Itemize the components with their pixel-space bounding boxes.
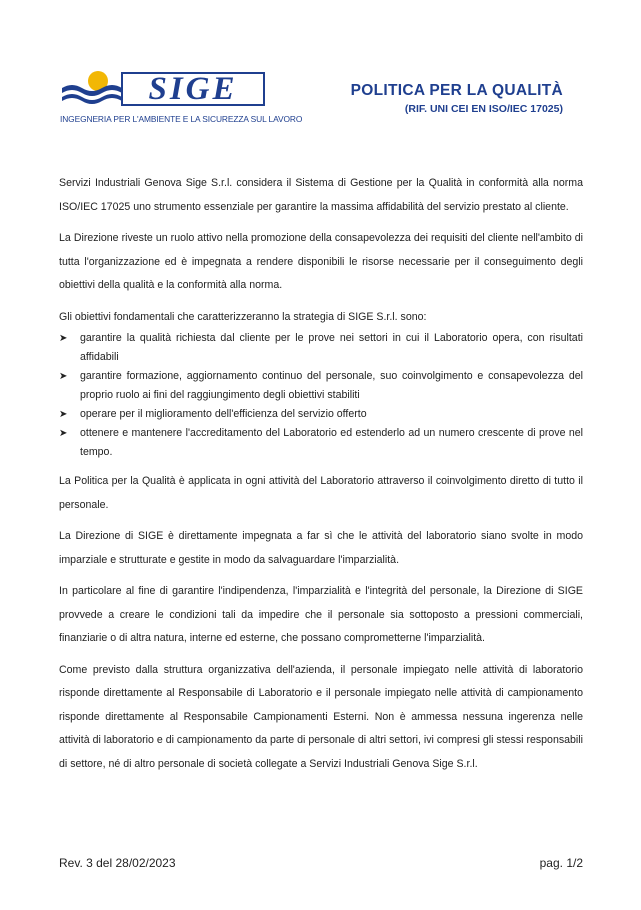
list-item: ➤ operare per il miglioramento dell'efficienza del servizio offerto [59, 405, 583, 424]
paragraph-intro: Servizi Industriali Genova Sige S.r.l. considera il Sistema di Gestione per la Qualità in conformità alla norma ISO/IEC 17025 uno strumento essenziale per garantire la massima affidabilità del servizio prestato al cliente. [59, 177, 583, 213]
paragraph-obiettivi: Gli obiettivi fondamentali che caratterizzeranno la strategia di SIGE S.r.l. sono: [59, 310, 427, 323]
footer-revision: Rev. 3 del 28/02/2023 [59, 856, 176, 870]
page-title: POLITICA PER LA QUALITÀ [350, 82, 563, 99]
paragraph-indipendenza: In particolare al fine di garantire l'indipendenza, l'imparzialità e l'integrità del personale, la Direzione di SIGE provvede a creare le condizioni tali da impedire che il personale sia sottoposto a pressioni commerciali, finanziarie o di altra natura, interne ed esterne, che possano comprometterne l'imparzialità. [59, 585, 583, 644]
list-item: ➤ garantire formazione, aggiornamento continuo del personale, suo coinvolgimento e consapevolezza del proprio ruolo ai fini del raggiungimento degli obiettivi stabiliti [59, 367, 583, 405]
document-header [351, 82, 563, 115]
page-subtitle: (RIF. UNI CEI EN ISO/IEC 17025) [404, 103, 563, 115]
paragraph-struttura: Come previsto dalla struttura organizzativa dell'azienda, il personale impiegato nelle attività di laboratorio risponde direttamente al Responsabile di Laboratorio e il personale impiegato nelle attività di campionamento risponde direttamente al Responsabile Campionamenti Esterni. Non è ammessa nessuna ingerenza nelle attività di laboratorio e di campionamento da parte di personale di altri settori, ivi compresi gli stessi responsabili di settore, né di altro personale di società collegate a Servizi Industriali Genova Sige S.r.l. [59, 663, 583, 770]
paragraph-politica: La Politica per la Qualità è applicata in ogni attività del Laboratorio attraverso il coinvolgimento diretto di tutto il personale. [59, 475, 583, 511]
logo-mark-icon [58, 68, 122, 108]
document-body [59, 172, 583, 784]
logo-wordmark [121, 72, 265, 106]
arrow-bullet-icon: ➤ [59, 371, 68, 382]
logo-tagline: INGEGNERIA PER L'AMBIENTE E LA SICUREZZA SUL LAVORO [60, 114, 303, 124]
footer-page-number: pag. 1/2 [539, 856, 583, 870]
paragraph-direzione: La Direzione riveste un ruolo attivo nella promozione della consapevolezza dei requisiti del cliente nell'ambito di tutta l'organizzazione ed è impegnata a rendere disponibili le risorse necessarie per il conseguimento degli obiettivi della qualità e la conformità alla norma. [59, 232, 583, 291]
arrow-bullet-icon: ➤ [59, 333, 68, 344]
logo-text: SIGE [148, 71, 238, 107]
arrow-bullet-icon: ➤ [59, 428, 68, 439]
arrow-bullet-icon: ➤ [59, 409, 68, 420]
paragraph-imparzialita: La Direzione di SIGE è direttamente impegnata a far sì che le attività del laboratorio siano svolte in modo imparziale e strutturate e gestite in modo da salvaguardare l'imparzialità. [59, 530, 583, 566]
company-logo [58, 68, 303, 130]
list-item: ➤ garantire la qualità richiesta dal cliente per le prove nei settori in cui il Laboratorio opera, con risultati affidabili [59, 329, 583, 367]
objectives-list [59, 329, 583, 462]
list-item: ➤ ottenere e mantenere l'accreditamento del Laboratorio ed estenderlo ad un numero crescente di prove nel tempo. [59, 424, 583, 462]
